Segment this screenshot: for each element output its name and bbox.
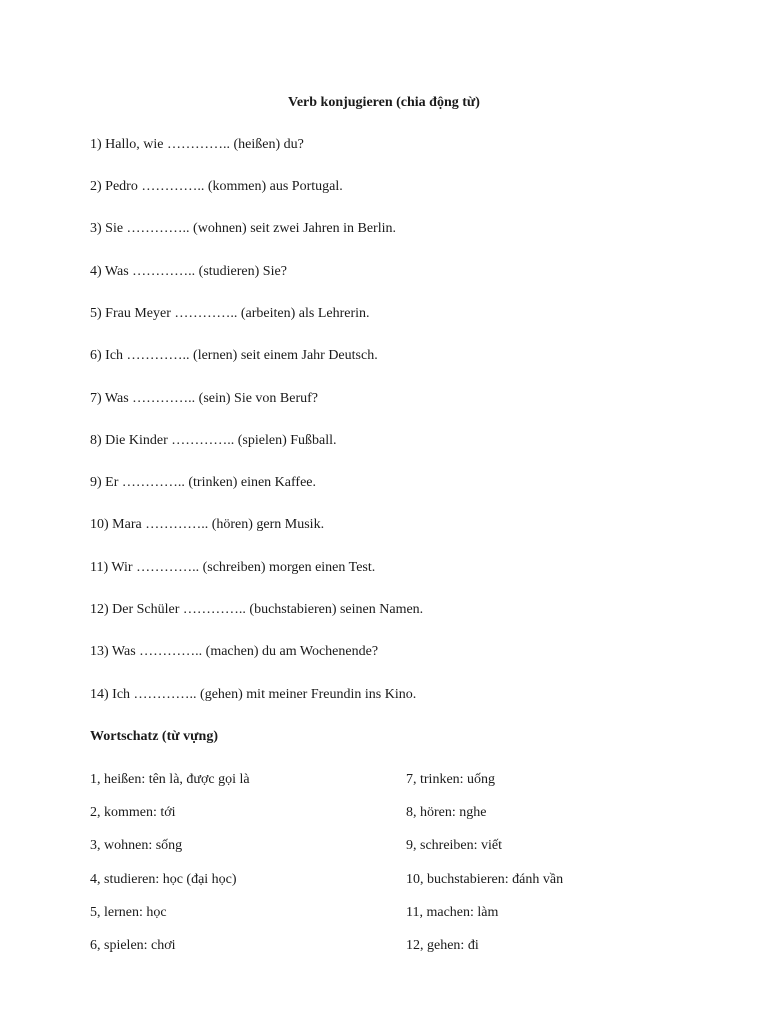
vocab-item: 3, wohnen: sống bbox=[90, 838, 183, 853]
exercise-item: 9) Er ………….. (trinken) einen Kaffee. bbox=[90, 475, 316, 490]
exercise-item: 6) Ich ………….. (lernen) seit einem Jahr Deutsch. bbox=[90, 348, 378, 363]
exercise-item: 14) Ich ………….. (gehen) mit meiner Freundin ins Kino. bbox=[90, 687, 417, 702]
vocab-item: 10, buchstabieren: đánh vần bbox=[406, 872, 564, 887]
vocab-item: 12, gehen: đi bbox=[406, 938, 479, 953]
vocab-item: 11, machen: làm bbox=[406, 905, 499, 920]
exercise-item: 12) Der Schüler ………….. (buchstabieren) seinen Namen. bbox=[90, 602, 424, 617]
exercise-item: 11) Wir ………….. (schreiben) morgen einen Test. bbox=[90, 560, 376, 575]
exercise-item: 1) Hallo, wie ………….. (heißen) du? bbox=[90, 137, 304, 152]
vocab-item: 7, trinken: uống bbox=[406, 772, 496, 787]
page-title: Verb konjugieren (chia động từ) bbox=[288, 95, 480, 110]
vocab-heading: Wortschatz (từ vựng) bbox=[90, 729, 219, 744]
exercise-item: 4) Was ………….. (studieren) Sie? bbox=[90, 264, 287, 279]
exercise-item: 3) Sie ………….. (wohnen) seit zwei Jahren in Berlin. bbox=[90, 221, 396, 236]
exercise-item: 13) Was ………….. (machen) du am Wochenende? bbox=[90, 644, 379, 659]
vocab-item: 6, spielen: chơi bbox=[90, 938, 176, 953]
exercise-item: 8) Die Kinder ………….. (spielen) Fußball. bbox=[90, 433, 337, 448]
vocab-item: 9, schreiben: viết bbox=[406, 838, 503, 853]
exercise-item: 5) Frau Meyer ………….. (arbeiten) als Lehrerin. bbox=[90, 306, 370, 321]
exercise-item: 7) Was ………….. (sein) Sie von Beruf? bbox=[90, 391, 319, 406]
vocab-item: 5, lernen: học bbox=[90, 905, 167, 920]
vocab-item: 2, kommen: tới bbox=[90, 805, 176, 820]
vocab-item: 8, hören: nghe bbox=[406, 805, 487, 820]
exercise-item: 2) Pedro ………….. (kommen) aus Portugal. bbox=[90, 179, 343, 194]
vocab-item: 1, heißen: tên là, được gọi là bbox=[90, 772, 250, 787]
vocab-item: 4, studieren: học (đại học) bbox=[90, 872, 237, 887]
exercise-item: 10) Mara ………….. (hören) gern Musik. bbox=[90, 517, 325, 532]
